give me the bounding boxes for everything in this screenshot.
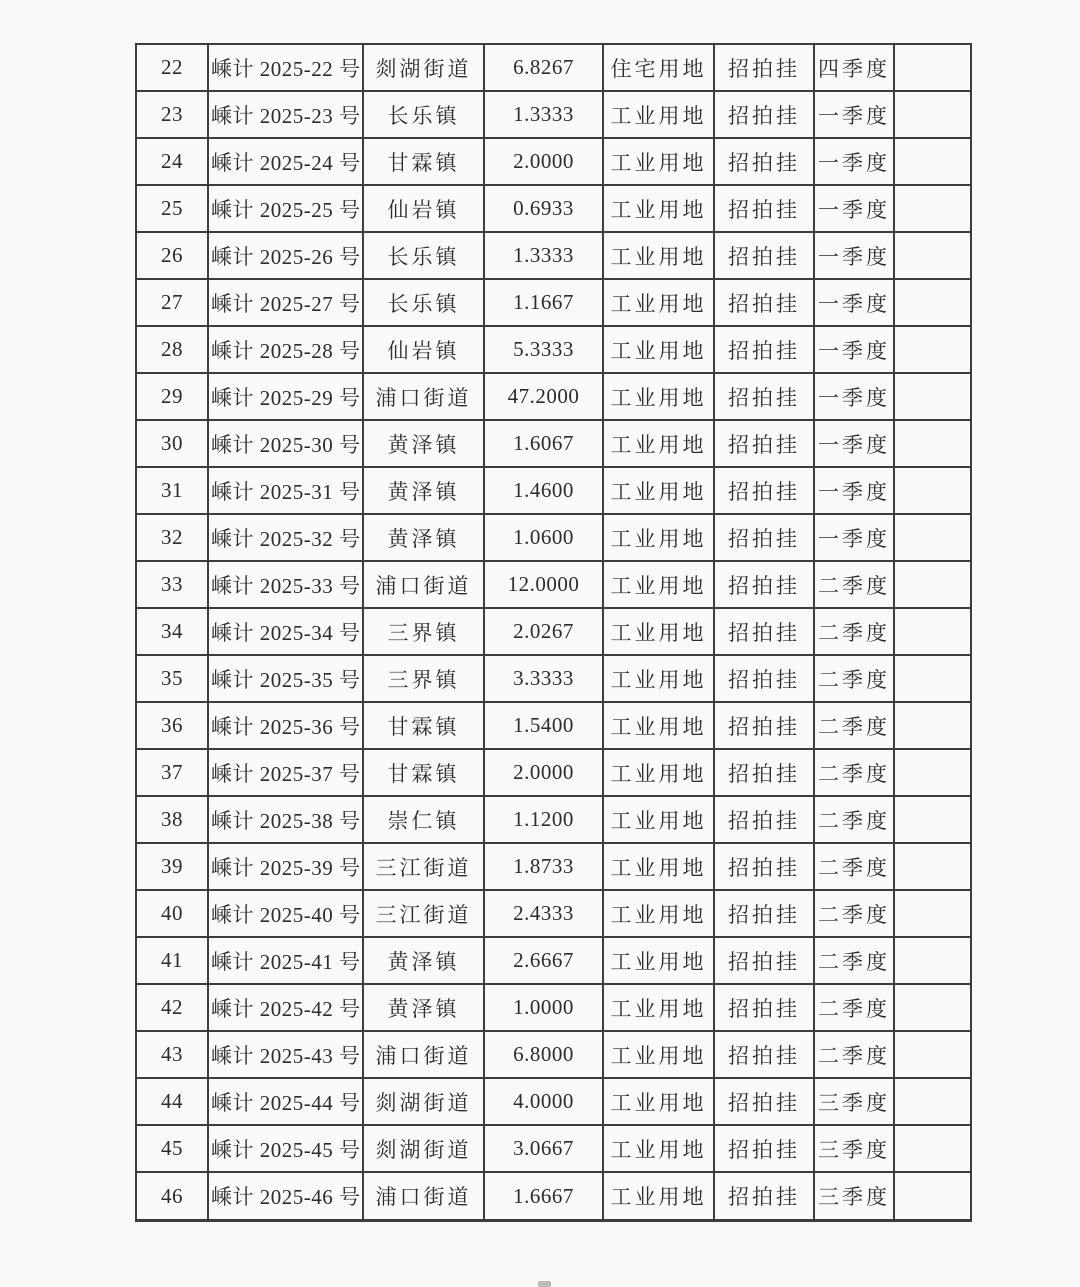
land-use-type-cell: 工业用地 (603, 608, 714, 655)
row-number-cell: 25 (136, 185, 208, 232)
transfer-method-cell: 招拍挂 (714, 1172, 814, 1220)
table-row (136, 91, 971, 138)
transfer-method-cell: 招拍挂 (714, 937, 814, 984)
remark-cell (894, 561, 971, 608)
transfer-method-cell: 招拍挂 (714, 326, 814, 373)
area-cell: 1.5400 (484, 702, 603, 749)
remark-cell (894, 185, 971, 232)
row-number-cell: 31 (136, 467, 208, 514)
table-row (136, 138, 971, 185)
land-use-type-cell: 住宅用地 (603, 44, 714, 91)
row-number-cell: 35 (136, 655, 208, 702)
land-use-type-cell: 工业用地 (603, 890, 714, 937)
remark-cell (894, 1078, 971, 1125)
area-cell: 1.1667 (484, 279, 603, 326)
transfer-method-cell: 招拍挂 (714, 279, 814, 326)
row-number-cell: 33 (136, 561, 208, 608)
area-cell: 5.3333 (484, 326, 603, 373)
quarter-cell: 二季度 (814, 608, 894, 655)
remark-cell (894, 796, 971, 843)
quarter-cell: 二季度 (814, 1031, 894, 1078)
remark-cell (894, 608, 971, 655)
quarter-cell: 一季度 (814, 467, 894, 514)
land-use-type-cell: 工业用地 (603, 702, 714, 749)
row-number-cell: 26 (136, 232, 208, 279)
plan-number-cell: 嵊计 2025-42 号 (208, 984, 363, 1031)
quarter-cell: 四季度 (814, 44, 894, 91)
table-row (136, 796, 971, 843)
quarter-cell: 二季度 (814, 561, 894, 608)
town-cell: 甘霖镇 (363, 702, 484, 749)
area-cell: 1.0000 (484, 984, 603, 1031)
land-use-type-cell: 工业用地 (603, 185, 714, 232)
land-use-type-cell: 工业用地 (603, 843, 714, 890)
table-row (136, 514, 971, 561)
row-number-cell: 22 (136, 44, 208, 91)
plan-number-cell: 嵊计 2025-23 号 (208, 91, 363, 138)
table-row (136, 655, 971, 702)
quarter-cell: 二季度 (814, 796, 894, 843)
row-number-cell: 46 (136, 1172, 208, 1220)
remark-cell (894, 655, 971, 702)
area-cell: 6.8000 (484, 1031, 603, 1078)
area-cell: 2.0000 (484, 749, 603, 796)
town-cell: 三界镇 (363, 655, 484, 702)
row-number-cell: 23 (136, 91, 208, 138)
town-cell: 三江街道 (363, 890, 484, 937)
area-cell: 1.0600 (484, 514, 603, 561)
table-row (136, 1031, 971, 1078)
remark-cell (894, 1172, 971, 1220)
town-cell: 浦口街道 (363, 1031, 484, 1078)
remark-cell (894, 702, 971, 749)
table-body (136, 44, 971, 1221)
town-cell: 浦口街道 (363, 561, 484, 608)
quarter-cell: 一季度 (814, 138, 894, 185)
transfer-method-cell: 招拍挂 (714, 796, 814, 843)
plan-number-cell: 嵊计 2025-38 号 (208, 796, 363, 843)
plan-number-cell: 嵊计 2025-39 号 (208, 843, 363, 890)
area-cell: 2.4333 (484, 890, 603, 937)
row-number-cell: 43 (136, 1031, 208, 1078)
plan-number-cell: 嵊计 2025-24 号 (208, 138, 363, 185)
plan-number-cell: 嵊计 2025-34 号 (208, 608, 363, 655)
area-cell: 1.6067 (484, 420, 603, 467)
quarter-cell: 二季度 (814, 937, 894, 984)
quarter-cell: 三季度 (814, 1125, 894, 1172)
transfer-method-cell: 招拍挂 (714, 1031, 814, 1078)
land-use-type-cell: 工业用地 (603, 232, 714, 279)
town-cell: 剡湖街道 (363, 1078, 484, 1125)
town-cell: 黄泽镇 (363, 514, 484, 561)
quarter-cell: 二季度 (814, 655, 894, 702)
land-use-type-cell: 工业用地 (603, 796, 714, 843)
transfer-method-cell: 招拍挂 (714, 373, 814, 420)
table-row (136, 44, 971, 91)
remark-cell (894, 1125, 971, 1172)
transfer-method-cell: 招拍挂 (714, 420, 814, 467)
transfer-method-cell: 招拍挂 (714, 232, 814, 279)
plan-number-cell: 嵊计 2025-43 号 (208, 1031, 363, 1078)
remark-cell (894, 1031, 971, 1078)
remark-cell (894, 44, 971, 91)
town-cell: 浦口街道 (363, 1172, 484, 1220)
town-cell: 黄泽镇 (363, 467, 484, 514)
land-use-type-cell: 工业用地 (603, 1172, 714, 1220)
transfer-method-cell: 招拍挂 (714, 890, 814, 937)
remark-cell (894, 984, 971, 1031)
transfer-method-cell: 招拍挂 (714, 655, 814, 702)
town-cell: 剡湖街道 (363, 44, 484, 91)
area-cell: 1.1200 (484, 796, 603, 843)
row-number-cell: 32 (136, 514, 208, 561)
row-number-cell: 29 (136, 373, 208, 420)
remark-cell (894, 937, 971, 984)
area-cell: 2.0000 (484, 138, 603, 185)
table-row (136, 749, 971, 796)
town-cell: 甘霖镇 (363, 749, 484, 796)
row-number-cell: 42 (136, 984, 208, 1031)
remark-cell (894, 91, 971, 138)
quarter-cell: 三季度 (814, 1078, 894, 1125)
row-number-cell: 41 (136, 937, 208, 984)
transfer-method-cell: 招拍挂 (714, 1078, 814, 1125)
area-cell: 12.0000 (484, 561, 603, 608)
table-row (136, 843, 971, 890)
transfer-method-cell: 招拍挂 (714, 749, 814, 796)
quarter-cell: 一季度 (814, 185, 894, 232)
land-supply-plan-table (135, 43, 972, 1222)
row-number-cell: 39 (136, 843, 208, 890)
town-cell: 长乐镇 (363, 279, 484, 326)
plan-number-cell: 嵊计 2025-37 号 (208, 749, 363, 796)
plan-number-cell: 嵊计 2025-44 号 (208, 1078, 363, 1125)
area-cell: 2.0267 (484, 608, 603, 655)
land-use-type-cell: 工业用地 (603, 420, 714, 467)
quarter-cell: 二季度 (814, 749, 894, 796)
town-cell: 黄泽镇 (363, 420, 484, 467)
row-number-cell: 38 (136, 796, 208, 843)
transfer-method-cell: 招拍挂 (714, 843, 814, 890)
town-cell: 剡湖街道 (363, 1125, 484, 1172)
table-row (136, 185, 971, 232)
land-use-type-cell: 工业用地 (603, 138, 714, 185)
area-cell: 0.6933 (484, 185, 603, 232)
land-use-type-cell: 工业用地 (603, 467, 714, 514)
plan-number-cell: 嵊计 2025-28 号 (208, 326, 363, 373)
land-use-type-cell: 工业用地 (603, 91, 714, 138)
land-use-type-cell: 工业用地 (603, 326, 714, 373)
town-cell: 三界镇 (363, 608, 484, 655)
transfer-method-cell: 招拍挂 (714, 44, 814, 91)
transfer-method-cell: 招拍挂 (714, 467, 814, 514)
area-cell: 1.8733 (484, 843, 603, 890)
row-number-cell: 24 (136, 138, 208, 185)
land-use-type-cell: 工业用地 (603, 1125, 714, 1172)
quarter-cell: 二季度 (814, 702, 894, 749)
remark-cell (894, 749, 971, 796)
transfer-method-cell: 招拍挂 (714, 138, 814, 185)
row-number-cell: 28 (136, 326, 208, 373)
plan-number-cell: 嵊计 2025-25 号 (208, 185, 363, 232)
plan-number-cell: 嵊计 2025-41 号 (208, 937, 363, 984)
town-cell: 浦口街道 (363, 373, 484, 420)
remark-cell (894, 232, 971, 279)
table-row (136, 937, 971, 984)
row-number-cell: 45 (136, 1125, 208, 1172)
remark-cell (894, 326, 971, 373)
plan-number-cell: 嵊计 2025-33 号 (208, 561, 363, 608)
area-cell: 3.3333 (484, 655, 603, 702)
plan-number-cell: 嵊计 2025-36 号 (208, 702, 363, 749)
town-cell: 仙岩镇 (363, 326, 484, 373)
plan-number-cell: 嵊计 2025-26 号 (208, 232, 363, 279)
area-cell: 6.8267 (484, 44, 603, 91)
quarter-cell: 一季度 (814, 514, 894, 561)
quarter-cell: 二季度 (814, 843, 894, 890)
quarter-cell: 二季度 (814, 984, 894, 1031)
quarter-cell: 一季度 (814, 91, 894, 138)
land-use-type-cell: 工业用地 (603, 749, 714, 796)
area-cell: 1.3333 (484, 91, 603, 138)
transfer-method-cell: 招拍挂 (714, 608, 814, 655)
page-number-cropped (538, 1281, 551, 1287)
table-row (136, 1172, 971, 1220)
table-row (136, 890, 971, 937)
plan-number-cell: 嵊计 2025-35 号 (208, 655, 363, 702)
town-cell: 长乐镇 (363, 232, 484, 279)
land-use-type-cell: 工业用地 (603, 279, 714, 326)
transfer-method-cell: 招拍挂 (714, 984, 814, 1031)
land-use-type-cell: 工业用地 (603, 937, 714, 984)
table-row (136, 1125, 971, 1172)
table-row (136, 326, 971, 373)
plan-number-cell: 嵊计 2025-22 号 (208, 44, 363, 91)
table-row (136, 561, 971, 608)
land-use-type-cell: 工业用地 (603, 1078, 714, 1125)
area-cell: 2.6667 (484, 937, 603, 984)
town-cell: 甘霖镇 (363, 138, 484, 185)
quarter-cell: 一季度 (814, 279, 894, 326)
quarter-cell: 一季度 (814, 420, 894, 467)
plan-number-cell: 嵊计 2025-32 号 (208, 514, 363, 561)
town-cell: 仙岩镇 (363, 185, 484, 232)
area-cell: 1.3333 (484, 232, 603, 279)
plan-number-cell: 嵊计 2025-46 号 (208, 1172, 363, 1220)
remark-cell (894, 373, 971, 420)
area-cell: 1.4600 (484, 467, 603, 514)
town-cell: 黄泽镇 (363, 984, 484, 1031)
row-number-cell: 34 (136, 608, 208, 655)
area-cell: 4.0000 (484, 1078, 603, 1125)
town-cell: 崇仁镇 (363, 796, 484, 843)
area-cell: 47.2000 (484, 373, 603, 420)
plan-number-cell: 嵊计 2025-40 号 (208, 890, 363, 937)
land-use-type-cell: 工业用地 (603, 984, 714, 1031)
remark-cell (894, 890, 971, 937)
row-number-cell: 44 (136, 1078, 208, 1125)
row-number-cell: 37 (136, 749, 208, 796)
transfer-method-cell: 招拍挂 (714, 561, 814, 608)
transfer-method-cell: 招拍挂 (714, 185, 814, 232)
table-row (136, 232, 971, 279)
quarter-cell: 二季度 (814, 890, 894, 937)
land-use-type-cell: 工业用地 (603, 655, 714, 702)
plan-number-cell: 嵊计 2025-29 号 (208, 373, 363, 420)
land-use-type-cell: 工业用地 (603, 514, 714, 561)
table-row (136, 702, 971, 749)
quarter-cell: 一季度 (814, 326, 894, 373)
area-cell: 3.0667 (484, 1125, 603, 1172)
transfer-method-cell: 招拍挂 (714, 91, 814, 138)
row-number-cell: 36 (136, 702, 208, 749)
town-cell: 三江街道 (363, 843, 484, 890)
remark-cell (894, 420, 971, 467)
plan-number-cell: 嵊计 2025-27 号 (208, 279, 363, 326)
quarter-cell: 一季度 (814, 373, 894, 420)
quarter-cell: 三季度 (814, 1172, 894, 1220)
land-use-type-cell: 工业用地 (603, 373, 714, 420)
remark-cell (894, 843, 971, 890)
table-row (136, 1078, 971, 1125)
row-number-cell: 27 (136, 279, 208, 326)
land-use-type-cell: 工业用地 (603, 1031, 714, 1078)
table-row (136, 984, 971, 1031)
table-row (136, 420, 971, 467)
transfer-method-cell: 招拍挂 (714, 514, 814, 561)
transfer-method-cell: 招拍挂 (714, 702, 814, 749)
town-cell: 长乐镇 (363, 91, 484, 138)
remark-cell (894, 514, 971, 561)
remark-cell (894, 138, 971, 185)
plan-number-cell: 嵊计 2025-30 号 (208, 420, 363, 467)
remark-cell (894, 467, 971, 514)
table-row (136, 608, 971, 655)
land-use-type-cell: 工业用地 (603, 561, 714, 608)
plan-number-cell: 嵊计 2025-31 号 (208, 467, 363, 514)
row-number-cell: 40 (136, 890, 208, 937)
table-row (136, 279, 971, 326)
row-number-cell: 30 (136, 420, 208, 467)
transfer-method-cell: 招拍挂 (714, 1125, 814, 1172)
area-cell: 1.6667 (484, 1172, 603, 1220)
remark-cell (894, 279, 971, 326)
town-cell: 黄泽镇 (363, 937, 484, 984)
table-row (136, 373, 971, 420)
plan-number-cell: 嵊计 2025-45 号 (208, 1125, 363, 1172)
quarter-cell: 一季度 (814, 232, 894, 279)
table-row (136, 467, 971, 514)
